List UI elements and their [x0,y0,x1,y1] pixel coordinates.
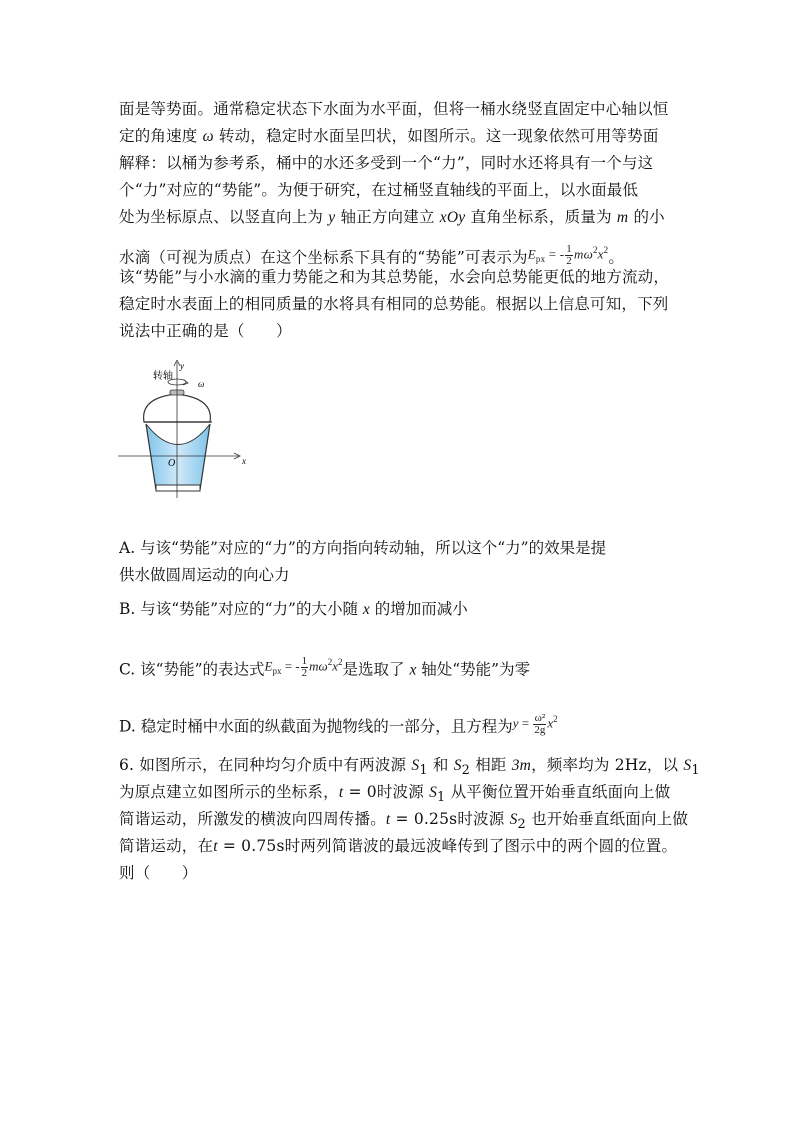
origin-label: O [168,458,176,469]
option-c-formula: $E_{px}$ = - $\frac{1}{2}$ $m\omega^2x^2$ [264,654,343,679]
option-d-formula: y = $\frac{\text{ω²}}{2g}$ $x^2$ [512,711,558,736]
intro-line-2: 定的角速度 ω 转动，稳定时水面呈凹状，如图所示。这一现象依然可用等势面 [119,127,659,145]
intro-line-6: 水滴（可视为质点）在这个坐标系下具有的“势能”可表示为$E_{px}$ = - $\frac{1}{2}$ $m\omega^2x^2$。 [119,231,699,264]
option-b: B. 与该“势能”对应的“力”的大小随 x 的增加而减小 [119,600,468,618]
intro-line-1: 面是等势面。通常稳定状态下水面为水平面，但将一桶水绕竖直固定中心轴以恒 [119,100,669,118]
intro-line-4: 个“力”对应的“势能”。为便于研究，在过桶竖直轴线的平面上，以水面最低 [119,181,639,199]
shaft-label: 转轴 [153,371,173,382]
rotating-bucket-figure [118,360,258,500]
omega-label: ω [198,379,205,389]
intro-line-5: 处为坐标原点、以竖直向上为 y 轴正方向建立 xOy 直角坐标系，质量为 m 的小 [119,208,665,226]
intro-paragraph [119,96,699,345]
intro-line-8: 稳定时水表面上的相同质量的水将具有相同的总势能。根据以上信息可知，下列 [119,295,669,313]
bucket-base [156,485,200,491]
option-a: A. 与该“势能”对应的“力”的方向指向转动轴，所以这个“力”的效果是提 供水做圆周运动的向心力 [119,539,607,584]
intro-line-9: 说法中正确的是（ ） [119,322,292,340]
intro-line-3: 解释：以桶为参考系，桶中的水还多受到一个“力”，同时水还将具有一个与这 [119,154,654,172]
option-c: C. 该“势能”的表达式$E_{px}$ = - $\frac{1}{2}$ $m\omega^2x^2$是选取了 x 轴处“势能”为零 [119,646,699,678]
x-axis-label: x [242,456,246,466]
question-6: 6. 如图所示，在同种均匀介质中有两波源 $S_1$ 和 $S_2$ 相距 3m，频率均为 2Hz，以 $S_1$ 为原点建立如图所示的坐标系，t = 0时波源 $S_1$ 从平衡位置开始垂直纸面向上做 简谐运动，所激发的横波向四周传播。t = 0.25s时波源 $S_2$ 也开始垂直纸面向上做 简谐运动，在t = 0.75s时两列简谐波的最远波峰传到了图示中的两个圆的位置。 则（ ） [119,756,700,882]
potential-energy-formula: $E_{px}$ = - $\frac{1}{2}$ $m\omega^2x^2$ [527,242,609,267]
y-axis-label: y [180,361,184,371]
intro-line-7: 该“势能”与小水滴的重力势能之和为其总势能，水会向总势能更低的地方流动， [119,268,670,286]
option-d: D. 稳定时桶中水面的纵截面为抛物线的一部分，且方程为y = $\frac{\text{ω²}}{2g}$ $x^2$ [119,703,699,735]
